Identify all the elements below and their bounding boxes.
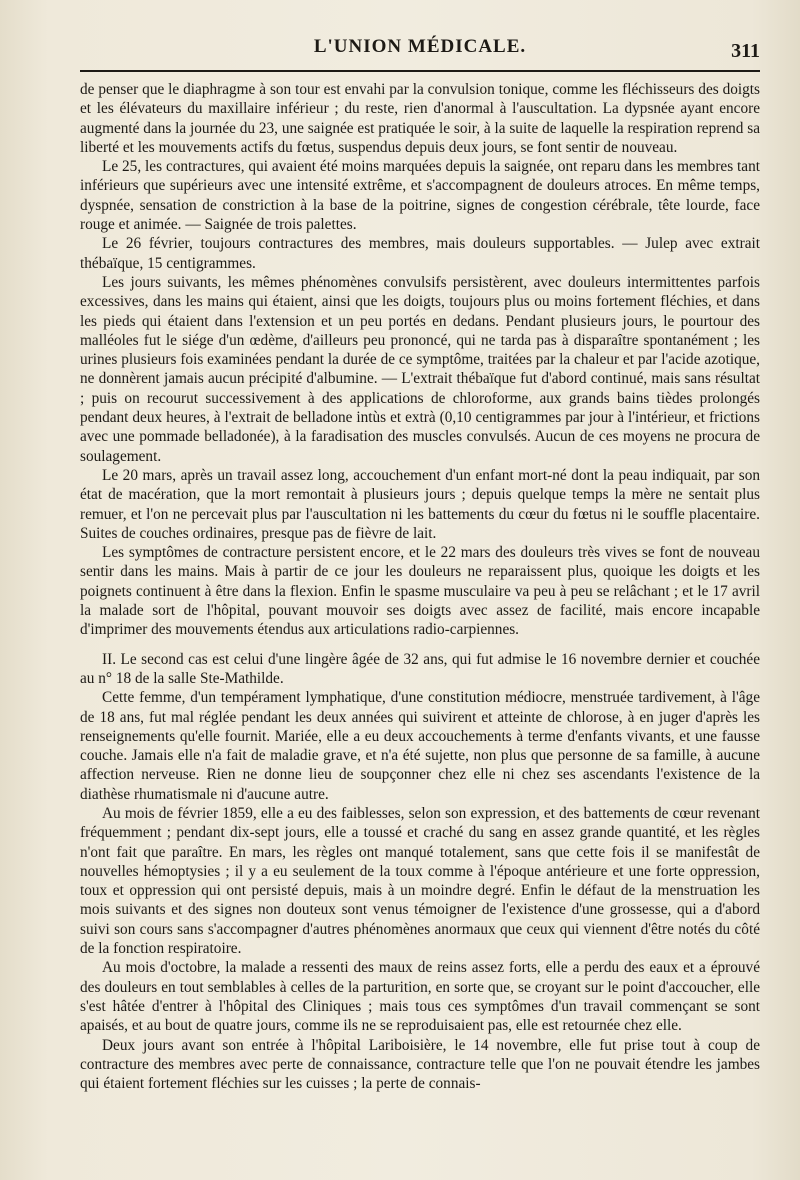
paragraph: Deux jours avant son entrée à l'hôpital Lariboisière, le 14 novembre, elle fut prise tout à coup de contracture des membres avec perte de connaissance, contracture telle que l'on ne pouvait étendre les jambes qui étaient fortement fléchies sur les cuisses ; la perte de connais- [80,1036,760,1093]
paragraph: Le 26 février, toujours contractures des membres, mais douleurs supportables. — Julep avec extrait thébaïque, 15 centigrammes. [80,235,760,272]
case-heading-paragraph: II. Le second cas est celui d'une lingère âgée de 32 ans, qui fut admise le 16 novembre dernier et couchée au n° 18 de la salle Ste-Mathilde. [80,650,760,687]
header-rule [80,70,760,72]
article-body [80,80,760,1093]
paragraph: de penser que le diaphragme à son tour est envahi par la convulsion tonique, comme les fléchisseurs des doigts et les élévateurs du maxillaire inférieur ; du reste, rien d'anormal à l'auscultation. La dypsnée ayant encore augmenté dans la journée du 23, une saignée est pratiquée le soir, à la suite de laquelle la respiration reprend sa liberté et les mouvements actifs du fœtus, suspendus depuis deux jours, se font sentir de nouveau. [80,81,760,156]
page-header [80,36,760,70]
running-title: L'UNION MÉDICALE. [313,36,527,57]
paragraph: Les jours suivants, les mêmes phénomènes convulsifs persistèrent, avec douleurs intermittentes parfois excessives, dans les mains qui étaient, ainsi que les doigts, toujours plus ou moins fortement fléchies, et dans les pieds qui étaient dans l'extension et un peu portés en dedans. Pendant plusieurs jours, le pourtour des malléoles fut le siége d'un œdème, d'ailleurs peu prononcé, qui ne tarda pas à disparaître spontanément ; les urines plusieurs fois examinées pendant la durée de ce symptôme, traitées par la chaleur et par l'acide azotique, ne donnèrent jamais aucun précipité d'albumine. — L'extrait thébaïque fut d'abord continué, mais sans résultat ; puis on recourut successivement à des applications de chloroforme, aux grands bains tièdes prolongés pendant deux heures, à l'extrait de belladone intùs et extrà (0,10 centigrammes par jour à l'intérieur, et frictions avec une pommade belladonée), à la faradisation des muscles convulsés. Aucun de ces moyens ne procura de soulagement. [80,273,760,465]
paragraph: Le 25, les contractures, qui avaient été moins marquées depuis la saignée, ont reparu dans les membres tant inférieurs que supérieurs avec une intensité extrême, et s'accompagnent de douleurs atroces. En même temps, dyspnée, sensation de constriction à la base de la poitrine, signes de congestion cérébrale, tête lourde, face rouge et animée. — Saignée de trois palettes. [80,158,760,234]
page-number: 311 [731,40,760,62]
paragraph: Le 20 mars, après un travail assez long, accouchement d'un enfant mort-né dont la peau indiquait, par son état de macération, que la mort remontait à plusieurs jours ; depuis quelque temps la mère ne sentait plus remuer, et l'on ne percevait plus par l'auscultation ni les battements du cœur du fœtus ni le souffle placentaire. Suites de couches ordinaires, presque pas de fièvre de lait. [80,466,760,542]
paragraph: Les symptômes de contracture persistent encore, et le 22 mars des douleurs très vives se font de nouveau sentir dans les mains. Mais à partir de ce jour les douleurs ne reparaissent plus, quoique les doigts et les poignets continuent à être dans la flexion. Enfin le spasme musculaire va peu à peu se relâchant ; et le 17 avril la malade sort de l'hôpital, pouvant mouvoir ses doigts avec assez de facilité, mais encore incapable d'imprimer des mouvements étendus aux articulations radio-carpiennes. [80,544,760,639]
paragraph: Au mois de février 1859, elle a eu des faiblesses, selon son expression, et des battements de cœur revenant fréquemment ; pendant dix-sept jours, elle a toussé et craché du sang en assez grande quantité, et les règles n'ont fait que paraître. En mars, les règles ont manqué totalement, sans que cette fois il se manifestât de nouvelles hémoptysies ; il y a eu seulement de la toux comme à l'époque antérieure et une forte oppression, toux et oppression qui ont persisté depuis, mais à un moindre degré. Enfin le défaut de la menstruation les mois suivants et des signes non douteux sont venus témoigner de l'existence d'une grossesse, qui a d'abord suivi son cours sans s'accompagner d'autres phénomènes anormaux que ceux qui viennent d'être notés du côté de la fonction respiratoire. [80,804,760,958]
paragraph: Cette femme, d'un tempérament lymphatique, d'une constitution médiocre, menstruée tardivement, à l'âge de 18 ans, fut mal réglée pendant les deux années qui suivirent et atteinte de chlorose, à en juger d'après les renseignements qu'elle fournit. Mariée, elle a eu deux accouchements à terme d'enfants vivants, et une fausse couche. Jamais elle n'a fait de maladie grave, et n'a été sujette, non plus que personne de sa famille, à aucune affection nerveuse. Rien ne donne lieu de soupçonner chez elle ni chez ses ascendants l'existence de la diathèse rhumatismale ni d'aucune autre. [80,689,760,803]
paragraph: Au mois d'octobre, la malade a ressenti des maux de reins assez forts, elle a perdu des eaux et a éprouvé des douleurs en tout semblables à celles de la parturition, en sorte que, se croyant sur le point d'accoucher, elle s'est hâtée d'entrer à l'hôpital des Cliniques ; mais tous ces symptômes d'un travail commençant se sont apaisés, et au bout de quatre jours, comme ils ne se reproduisaient pas, elle est retournée chez elle. [80,959,760,1035]
